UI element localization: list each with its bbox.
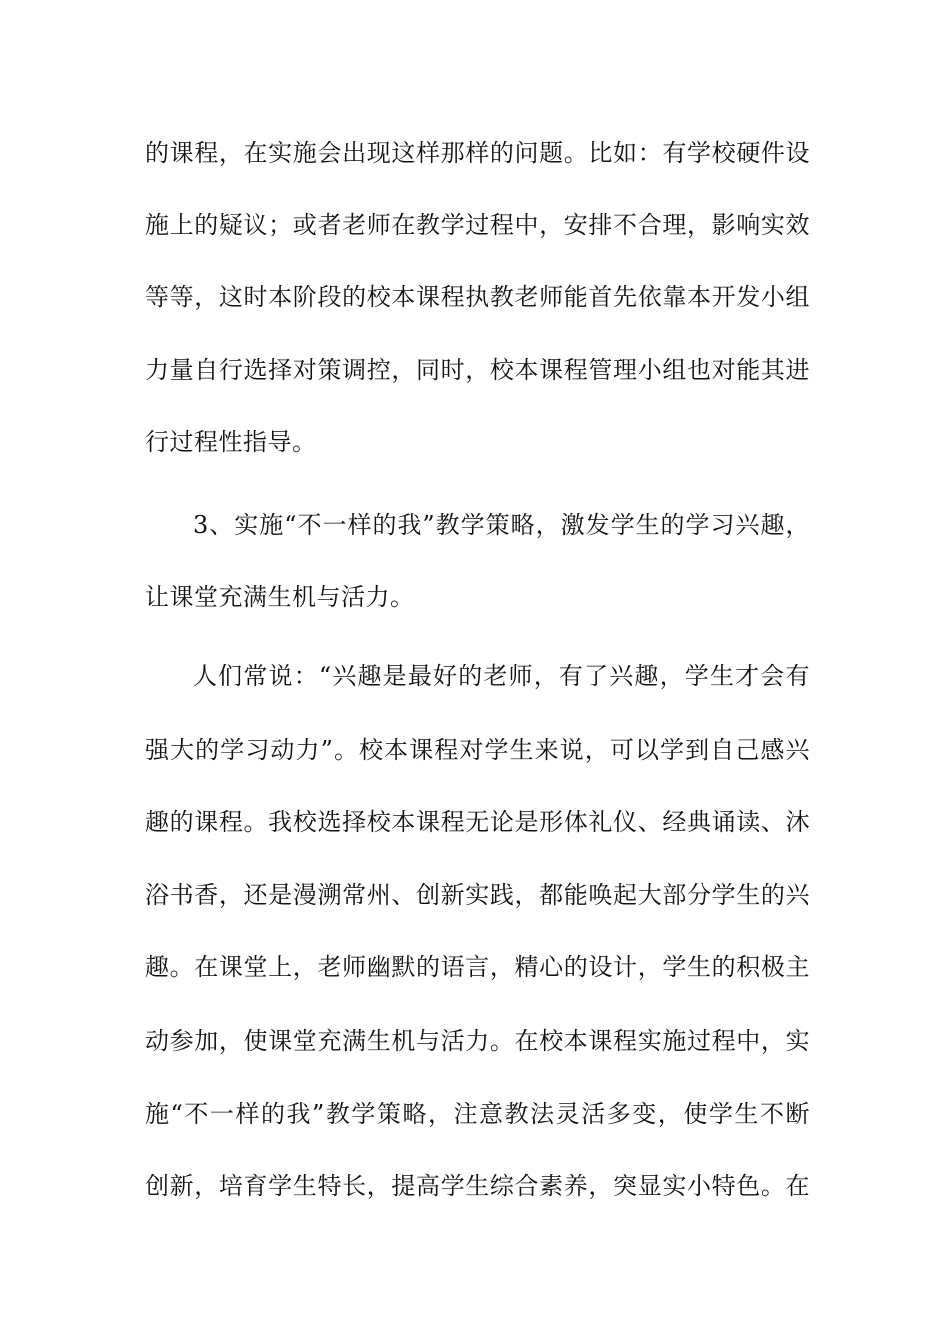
text-line-4: 力量自行选择对策调控，同时，校本课程管理小组也对能其进 bbox=[145, 356, 810, 384]
heading-3-line-1: 3、实施“不一样的我”教学策略，激发学生的学习兴趣， bbox=[193, 511, 810, 539]
text-line-3: 等等，这时本阶段的校本课程执教老师能首先依靠本开发小组 bbox=[145, 283, 810, 311]
text-line-13: 动参加，使课堂充满生机与活力。在校本课程实施过程中，实 bbox=[145, 1027, 810, 1055]
text-line-8: 人们常说：“兴趣是最好的老师，有了兴趣，学生才会有 bbox=[193, 662, 810, 690]
text-line-1: 的课程，在实施会出现这样那样的问题。比如：有学校硬件设 bbox=[145, 139, 810, 167]
text-line-9: 强大的学习动力”。校本课程对学生来说，可以学到自己感兴 bbox=[145, 736, 810, 764]
text-line-12: 趣。在课堂上，老师幽默的语言，精心的设计，学生的积极主 bbox=[145, 953, 810, 981]
text-line-5: 行过程性指导。 bbox=[145, 428, 317, 456]
text-line-14: 施“不一样的我”教学策略，注意教法灵活多变，使学生不断 bbox=[145, 1100, 810, 1128]
text-line-11: 浴书香，还是漫溯常州、创新实践，都能唤起大部分学生的兴 bbox=[145, 881, 810, 909]
text-line-10: 趣的课程。我校选择校本课程无论是形体礼仪、经典诵读、沐 bbox=[145, 808, 810, 836]
heading-3-line-2: 让课堂充满生机与活力。 bbox=[145, 583, 415, 611]
text-line-2: 施上的疑议；或者老师在教学过程中，安排不合理，影响实效 bbox=[145, 211, 810, 239]
text-line-15: 创新，培育学生特长，提高学生综合素养，突显实小特色。在 bbox=[145, 1172, 810, 1200]
